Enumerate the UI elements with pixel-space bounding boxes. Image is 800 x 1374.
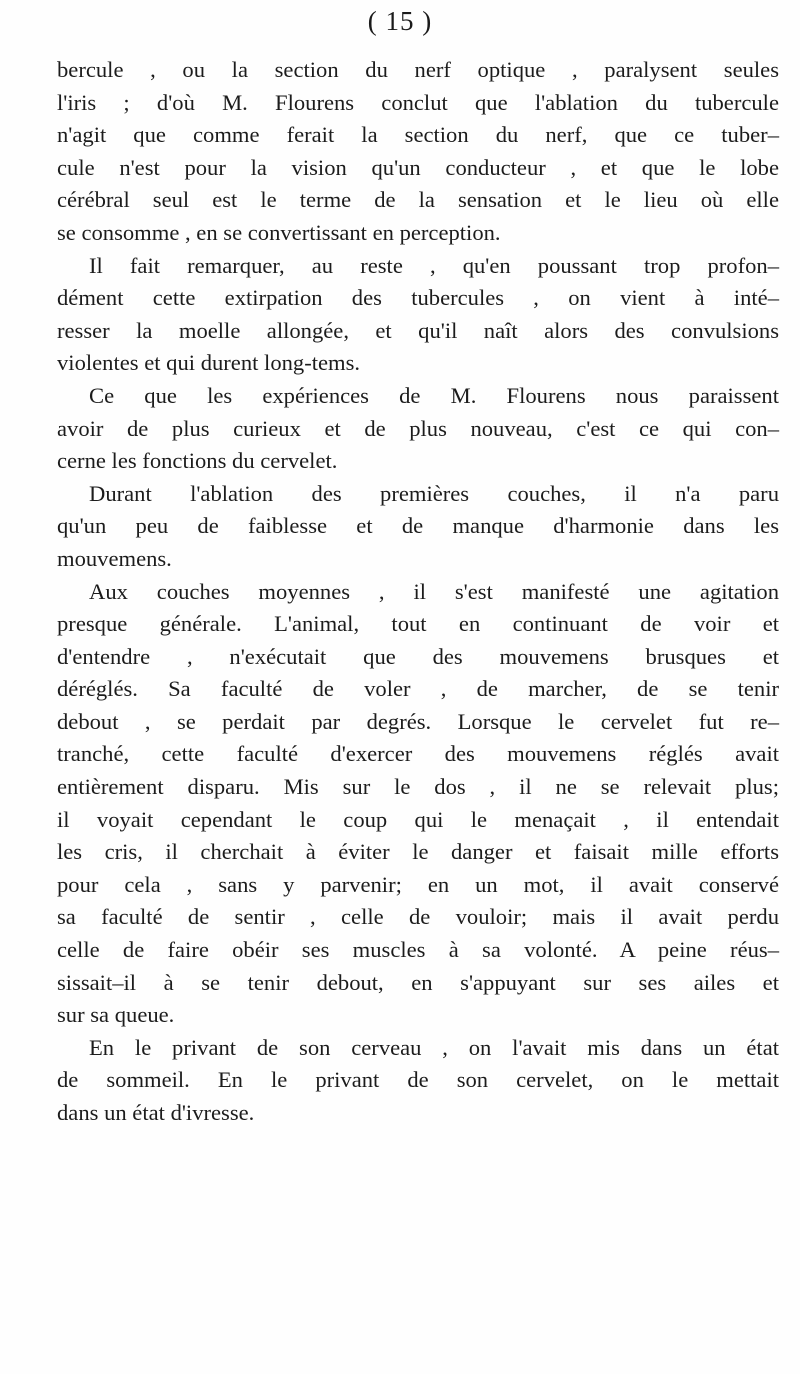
text-line: d'entendre , n'exécutait que des mouvemens brusques et xyxy=(57,643,779,669)
text-line: cule n'est pour la vision qu'un conducteur , et que le lobe xyxy=(57,154,779,180)
text-line: n'agit que comme ferait la section du nerf, que ce tuber– xyxy=(57,122,779,148)
text-line: violentes et qui durent long-tems. xyxy=(57,350,361,376)
text-line: sur sa queue. xyxy=(57,1002,175,1028)
text-line: il voyait cependant le coup qui le menaçait , il entendait xyxy=(57,806,779,832)
page-text xyxy=(57,54,779,1130)
text-line: l'iris ; d'où M. Flourens conclut que l'ablation du tubercule xyxy=(57,89,779,115)
text-line: sa faculté de sentir , celle de vouloir; mais il avait perdu xyxy=(57,904,779,930)
text-line: les cris, il cherchait à éviter le danger et faisait mille efforts xyxy=(57,839,779,865)
page-number: ( 15 ) xyxy=(367,6,433,36)
text-line: Aux couches moyennes , il s'est manifesté une agitation xyxy=(89,578,779,604)
text-line: bercule , ou la section du nerf optique , paralysent seules xyxy=(57,57,779,82)
text-line: resser la moelle allongée, et qu'il naît alors des convulsions xyxy=(57,317,779,343)
text-line: Durant l'ablation des premières couches, il n'a paru xyxy=(89,480,779,506)
text-line: tranché, cette faculté d'exercer des mouvemens réglés avait xyxy=(57,741,779,767)
text-line: pour cela , sans y parvenir; en un mot, il avait conservé xyxy=(57,871,779,897)
text-line: mouvemens. xyxy=(57,545,172,571)
text-line: cérébral seul est le terme de la sensation et le lieu où elle xyxy=(57,187,779,213)
text-line: avoir de plus curieux et de plus nouveau, c'est ce qui con– xyxy=(57,415,779,441)
text-line: entièrement disparu. Mis sur le dos , il ne se relevait plus; xyxy=(57,774,779,800)
text-line: cerne les fonctions du cervelet. xyxy=(57,448,338,474)
text-line: celle de faire obéir ses muscles à sa volonté. A peine réus– xyxy=(57,937,779,963)
text-line: déréglés. Sa faculté de voler , de marcher, de se tenir xyxy=(57,676,779,702)
text-line: debout , se perdait par degrés. Lorsque le cervelet fut re– xyxy=(57,708,779,734)
text-line: qu'un peu de faiblesse et de manque d'harmonie dans les xyxy=(57,513,779,539)
text-line: se consomme , en se convertissant en perception. xyxy=(57,219,501,245)
text-line: En le privant de son cerveau , on l'avait mis dans un état xyxy=(89,1034,779,1060)
text-line: Ce que les expériences de M. Flourens nous paraissent xyxy=(89,382,779,408)
text-line: sissait–il à se tenir debout, en s'appuyant sur ses ailes et xyxy=(57,969,779,995)
text-line: dément cette extirpation des tubercules , on vient à inté– xyxy=(57,285,779,311)
text-line: presque générale. L'animal, tout en continuant de voir et xyxy=(57,611,779,637)
text-line: Il fait remarquer, au reste , qu'en poussant trop profon– xyxy=(89,252,779,278)
text-line: de sommeil. En le privant de son cervelet, on le mettait xyxy=(57,1067,779,1093)
text-line: dans un état d'ivresse. xyxy=(57,1100,255,1125)
